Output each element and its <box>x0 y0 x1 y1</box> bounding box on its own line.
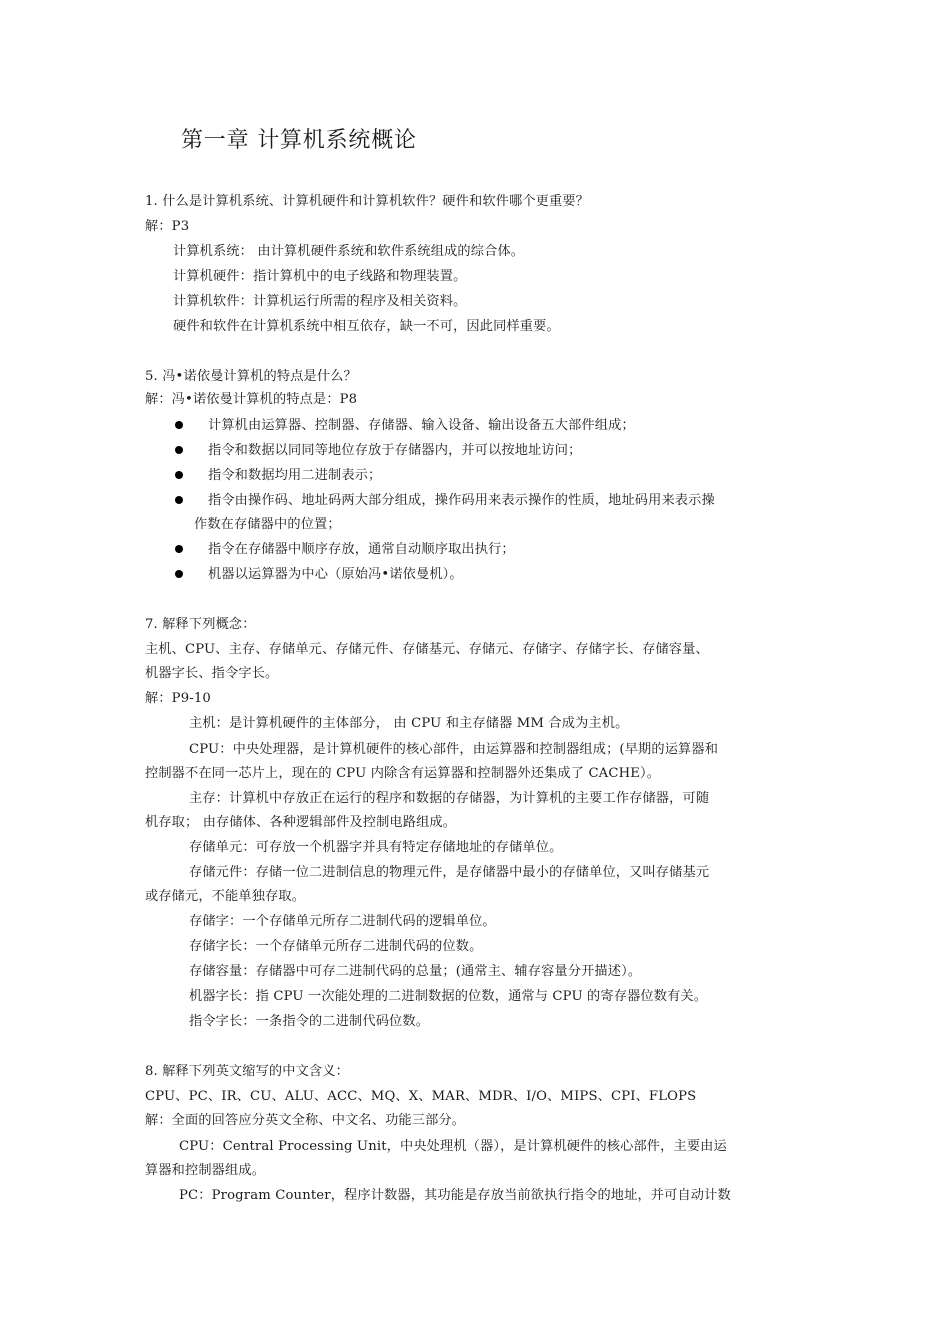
bullet-dot-icon <box>175 421 183 429</box>
q1-line-1: 计算机系统： 由计算机硬件系统和软件系统组成的综合体。 <box>173 244 525 259</box>
q7-line-13: 指令字长：一条指令的二进制代码位数。 <box>189 1014 430 1029</box>
q1-line-3: 计算机软件：计算机运行所需的程序及相关资料。 <box>173 294 467 309</box>
q7-line-2: CPU：中央处理器，是计算机硬件的核心部件，由运算器和控制器组成；(早期的运算器和 <box>189 742 719 757</box>
q5-bullet-2: 指令和数据以同同等地位存放于存储器内，并可以按地址访问； <box>208 443 582 458</box>
question-7: 7. 解释下列概念： <box>145 617 256 632</box>
q7-line-6: 存储单元：可存放一个机器字并具有特定存储地址的存储单位。 <box>189 840 563 855</box>
q7-line-1: 主机：是计算机硬件的主体部分， 由 CPU 和主存储器 MM 合成为主机。 <box>189 716 629 731</box>
q7-line-10: 存储字长：一个存储单元所存二进制代码的位数。 <box>189 939 483 954</box>
q7-line-5: 机存取； 由存储体、各种逻辑部件及控制电路组成。 <box>145 815 457 830</box>
q7-line-11: 存储容量：存储器中可存二进制代码的总量；(通常主、辅存容量分开描述）。 <box>189 964 642 979</box>
question-5: 5. 冯•诺依曼计算机的特点是什么？ <box>145 369 357 384</box>
bullet-dot-icon <box>175 471 183 479</box>
q7-line-8: 或存储元，不能单独存取。 <box>145 889 306 904</box>
answer-ref-8: 解：全面的回答应分英文全称、中文名、功能三部分。 <box>145 1113 466 1128</box>
q7-terms-2: 机器字长、指令字长。 <box>145 666 279 681</box>
q7-line-3: 控制器不在同一芯片上，现在的 CPU 内除含有运算器和控制器外还集成了 CACHE）。 <box>145 766 661 781</box>
bullet-dot-icon <box>175 570 183 578</box>
q1-line-4: 硬件和软件在计算机系统中相互依存，缺一不可，因此同样重要。 <box>173 319 560 334</box>
bullet-dot-icon <box>175 496 183 504</box>
q8-line-2: 算器和控制器组成。 <box>145 1163 266 1178</box>
question-8: 8. 解释下列英文缩写的中文含义： <box>145 1064 349 1079</box>
q8-abbrevs: CPU、PC、IR、CU、ALU、ACC、MQ、X、MAR、MDR、I/O、MIPS、CPI、FLOPS <box>145 1089 697 1104</box>
q8-line-1: CPU：Central Processing Unit，中央处理机（器），是计算机硬件的核心部件，主要由运 <box>179 1139 727 1154</box>
q5-bullet-6: 机器以运算器为中心（原始冯•诺依曼机）。 <box>208 567 463 582</box>
chapter-title: 第一章 计算机系统概论 <box>181 128 417 153</box>
question-1: 1. 什么是计算机系统、计算机硬件和计算机软件？硬件和软件哪个更重要？ <box>145 194 590 209</box>
q1-line-2: 计算机硬件：指计算机中的电子线路和物理装置。 <box>173 269 467 284</box>
q5-bullet-3: 指令和数据均用二进制表示； <box>208 468 382 483</box>
q5-bullet-4-cont: 作数在存储器中的位置； <box>194 517 341 532</box>
bullet-dot-icon <box>175 545 183 553</box>
q5-bullet-4: 指令由操作码、地址码两大部分组成，操作码用来表示操作的性质，地址码用来表示操 <box>208 493 715 508</box>
q5-bullet-5: 指令在存储器中顺序存放，通常自动顺序取出执行； <box>208 542 515 557</box>
q7-terms-1: 主机、CPU、主存、存储单元、存储元件、存储基元、存储元、存储字、存储字长、存储容量、 <box>145 642 709 657</box>
q5-bullet-1: 计算机由运算器、控制器、存储器、输入设备、输出设备五大部件组成； <box>208 418 635 433</box>
bullet-dot-icon <box>175 446 183 454</box>
q8-line-3: PC：Program Counter，程序计数器，其功能是存放当前欲执行指令的地址，并可自动计数 <box>179 1188 731 1203</box>
q7-line-7: 存储元件：存储一位二进制信息的物理元件，是存储器中最小的存储单位，又叫存储基元 <box>189 865 710 880</box>
q7-line-4: 主存：计算机中存放正在运行的程序和数据的存储器，为计算机的主要工作存储器，可随 <box>189 791 710 806</box>
answer-ref-5: 解：冯•诺依曼计算机的特点是：P8 <box>145 392 358 407</box>
answer-ref-1: 解：P3 <box>145 219 190 234</box>
q7-line-9: 存储字：一个存储单元所存二进制代码的逻辑单位。 <box>189 914 496 929</box>
answer-ref-7: 解：P9-10 <box>145 691 211 706</box>
q7-line-12: 机器字长：指 CPU 一次能处理的二进制数据的位数，通常与 CPU 的寄存器位数有关。 <box>189 989 708 1004</box>
